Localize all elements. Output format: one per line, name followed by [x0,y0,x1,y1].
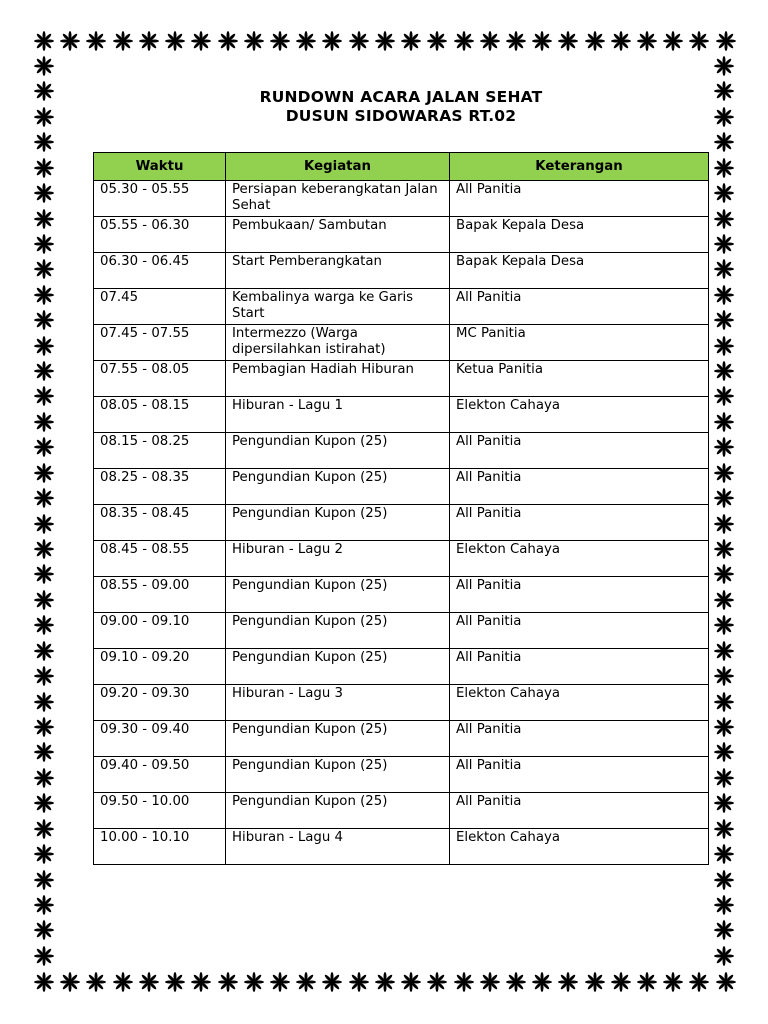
cell-kegiatan: Hiburan - Lagu 1 [226,397,450,433]
cell-waktu: 07.55 - 08.05 [94,361,226,397]
asterisk-ornament-icon [190,971,212,993]
asterisk-ornament-icon [715,30,737,52]
table-row [94,181,709,217]
asterisk-ornament-icon [348,971,370,993]
cell-keterangan: All Panitia [450,433,709,469]
asterisk-ornament-icon [610,30,632,52]
asterisk-ornament-icon [713,182,735,204]
asterisk-ornament-icon [33,284,55,306]
cell-kegiatan: Hiburan - Lagu 2 [226,541,450,577]
cell-waktu: 08.15 - 08.25 [94,433,226,469]
cell-kegiatan: Pengundian Kupon (25) [226,757,450,793]
asterisk-ornament-icon [33,589,55,611]
asterisk-ornament-icon [295,30,317,52]
asterisk-ornament-icon [713,360,735,382]
asterisk-ornament-icon [33,80,55,102]
cell-waktu: 06.30 - 06.45 [94,253,226,289]
asterisk-ornament-icon [713,640,735,662]
asterisk-ornament-icon [636,971,658,993]
table-row [94,721,709,757]
asterisk-ornament-icon [33,614,55,636]
cell-kegiatan: Pengundian Kupon (25) [226,505,450,541]
table-row [94,793,709,829]
table-row [94,397,709,433]
asterisk-ornament-icon [33,462,55,484]
table-row [94,613,709,649]
asterisk-ornament-icon [505,30,527,52]
asterisk-ornament-icon [33,411,55,433]
asterisk-ornament-icon [715,971,737,993]
asterisk-ornament-icon [33,30,55,52]
cell-waktu: 07.45 [94,289,226,325]
page-border-top [33,30,737,52]
asterisk-ornament-icon [662,30,684,52]
header-kegiatan: Kegiatan [226,153,450,181]
asterisk-ornament-icon [243,30,265,52]
asterisk-ornament-icon [713,258,735,280]
asterisk-ornament-icon [33,767,55,789]
cell-keterangan: MC Panitia [450,325,709,361]
asterisk-ornament-icon [33,233,55,255]
asterisk-ornament-icon [713,894,735,916]
cell-kegiatan: Pengundian Kupon (25) [226,433,450,469]
asterisk-ornament-icon [269,971,291,993]
cell-kegiatan: Kembalinya warga ke Garis Start [226,289,450,325]
asterisk-ornament-icon [33,208,55,230]
table-row [94,289,709,325]
asterisk-ornament-icon [164,30,186,52]
asterisk-ornament-icon [400,30,422,52]
cell-waktu: 07.45 - 07.55 [94,325,226,361]
cell-keterangan: All Panitia [450,757,709,793]
cell-waktu: 08.45 - 08.55 [94,541,226,577]
table-row [94,829,709,865]
asterisk-ornament-icon [453,971,475,993]
asterisk-ornament-icon [374,971,396,993]
asterisk-ornament-icon [33,945,55,967]
asterisk-ornament-icon [584,971,606,993]
asterisk-ornament-icon [33,919,55,941]
table-body [94,181,709,865]
cell-keterangan: Elekton Cahaya [450,829,709,865]
asterisk-ornament-icon [713,665,735,687]
asterisk-ornament-icon [138,971,160,993]
cell-waktu: 08.25 - 08.35 [94,469,226,505]
cell-keterangan: Bapak Kepala Desa [450,217,709,253]
asterisk-ornament-icon [164,971,186,993]
asterisk-ornament-icon [713,55,735,77]
asterisk-ornament-icon [713,589,735,611]
asterisk-ornament-icon [33,309,55,331]
asterisk-ornament-icon [713,487,735,509]
asterisk-ornament-icon [269,30,291,52]
table-row [94,217,709,253]
cell-kegiatan: Pembukaan/ Sambutan [226,217,450,253]
title-line-2: DUSUN SIDOWARAS RT.02 [285,107,517,125]
cell-keterangan: All Panitia [450,181,709,217]
cell-kegiatan: Pengundian Kupon (25) [226,613,450,649]
asterisk-ornament-icon [557,971,579,993]
asterisk-ornament-icon [453,30,475,52]
table-row [94,253,709,289]
cell-keterangan: All Panitia [450,613,709,649]
asterisk-ornament-icon [59,971,81,993]
cell-kegiatan: Pengundian Kupon (25) [226,649,450,685]
table-header-row [94,153,709,181]
asterisk-ornament-icon [33,360,55,382]
cell-kegiatan: Intermezzo (Warga dipersilahkan istirahat) [226,325,450,361]
cell-waktu: 09.20 - 09.30 [94,685,226,721]
asterisk-ornament-icon [85,30,107,52]
cell-waktu: 09.40 - 09.50 [94,757,226,793]
asterisk-ornament-icon [426,971,448,993]
asterisk-ornament-icon [217,30,239,52]
asterisk-ornament-icon [688,30,710,52]
table-row [94,577,709,613]
cell-keterangan: All Panitia [450,289,709,325]
asterisk-ornament-icon [636,30,658,52]
asterisk-ornament-icon [348,30,370,52]
asterisk-ornament-icon [610,971,632,993]
table-row [94,361,709,397]
cell-kegiatan: Hiburan - Lagu 4 [226,829,450,865]
asterisk-ornament-icon [713,843,735,865]
cell-waktu: 05.30 - 05.55 [94,181,226,217]
cell-kegiatan: Hiburan - Lagu 3 [226,685,450,721]
asterisk-ornament-icon [713,869,735,891]
asterisk-ornament-icon [557,30,579,52]
asterisk-ornament-icon [33,691,55,713]
cell-keterangan: Ketua Panitia [450,361,709,397]
cell-waktu: 08.35 - 08.45 [94,505,226,541]
asterisk-ornament-icon [33,971,55,993]
asterisk-ornament-icon [713,157,735,179]
asterisk-ornament-icon [713,614,735,636]
table-row [94,433,709,469]
asterisk-ornament-icon [479,30,501,52]
page-border-left [33,55,55,967]
page-border-right [713,55,735,967]
asterisk-ornament-icon [33,487,55,509]
cell-kegiatan: Pengundian Kupon (25) [226,469,450,505]
asterisk-ornament-icon [531,30,553,52]
asterisk-ornament-icon [713,945,735,967]
cell-kegiatan: Pengundian Kupon (25) [226,793,450,829]
cell-waktu: 09.10 - 09.20 [94,649,226,685]
cell-keterangan: Elekton Cahaya [450,397,709,433]
asterisk-ornament-icon [374,30,396,52]
asterisk-ornament-icon [479,971,501,993]
header-keterangan: Keterangan [450,153,709,181]
asterisk-ornament-icon [713,538,735,560]
asterisk-ornament-icon [33,563,55,585]
asterisk-ornament-icon [33,741,55,763]
header-waktu: Waktu [94,153,226,181]
asterisk-ornament-icon [713,309,735,331]
cell-waktu: 09.50 - 10.00 [94,793,226,829]
cell-keterangan: Elekton Cahaya [450,541,709,577]
asterisk-ornament-icon [33,843,55,865]
asterisk-ornament-icon [33,818,55,840]
cell-keterangan: All Panitia [450,649,709,685]
cell-kegiatan: Pembagian Hadiah Hiburan [226,361,450,397]
asterisk-ornament-icon [321,971,343,993]
asterisk-ornament-icon [190,30,212,52]
asterisk-ornament-icon [713,792,735,814]
table-row [94,325,709,361]
asterisk-ornament-icon [33,665,55,687]
asterisk-ornament-icon [713,335,735,357]
asterisk-ornament-icon [85,971,107,993]
asterisk-ornament-icon [33,157,55,179]
asterisk-ornament-icon [584,30,606,52]
asterisk-ornament-icon [217,971,239,993]
asterisk-ornament-icon [713,741,735,763]
asterisk-ornament-icon [713,767,735,789]
cell-keterangan: Elekton Cahaya [450,685,709,721]
cell-kegiatan: Persiapan keberangkatan Jalan Sehat [226,181,450,217]
table-row [94,505,709,541]
asterisk-ornament-icon [33,385,55,407]
table-row [94,757,709,793]
asterisk-ornament-icon [713,691,735,713]
cell-keterangan: All Panitia [450,505,709,541]
asterisk-ornament-icon [662,971,684,993]
asterisk-ornament-icon [321,30,343,52]
asterisk-ornament-icon [400,971,422,993]
table-row [94,541,709,577]
asterisk-ornament-icon [713,919,735,941]
asterisk-ornament-icon [713,411,735,433]
cell-kegiatan: Pengundian Kupon (25) [226,577,450,613]
asterisk-ornament-icon [33,716,55,738]
asterisk-ornament-icon [33,894,55,916]
asterisk-ornament-icon [713,106,735,128]
cell-kegiatan: Pengundian Kupon (25) [226,721,450,757]
document-title [94,88,708,126]
cell-waktu: 08.05 - 08.15 [94,397,226,433]
asterisk-ornament-icon [112,30,134,52]
cell-waktu: 05.55 - 06.30 [94,217,226,253]
asterisk-ornament-icon [33,55,55,77]
cell-keterangan: All Panitia [450,721,709,757]
asterisk-ornament-icon [33,335,55,357]
title-line-1: RUNDOWN ACARA JALAN SEHAT [259,88,543,106]
table-row [94,649,709,685]
asterisk-ornament-icon [505,971,527,993]
asterisk-ornament-icon [33,513,55,535]
asterisk-ornament-icon [713,563,735,585]
asterisk-ornament-icon [138,30,160,52]
asterisk-ornament-icon [33,436,55,458]
asterisk-ornament-icon [713,462,735,484]
asterisk-ornament-icon [33,106,55,128]
asterisk-ornament-icon [688,971,710,993]
cell-keterangan: All Panitia [450,793,709,829]
asterisk-ornament-icon [33,869,55,891]
asterisk-ornament-icon [426,30,448,52]
cell-waktu: 08.55 - 09.00 [94,577,226,613]
asterisk-ornament-icon [295,971,317,993]
page-border-bottom [33,971,737,993]
asterisk-ornament-icon [531,971,553,993]
asterisk-ornament-icon [33,258,55,280]
asterisk-ornament-icon [713,131,735,153]
asterisk-ornament-icon [243,971,265,993]
cell-keterangan: All Panitia [450,469,709,505]
asterisk-ornament-icon [33,640,55,662]
asterisk-ornament-icon [33,182,55,204]
asterisk-ornament-icon [713,436,735,458]
cell-keterangan: All Panitia [450,577,709,613]
asterisk-ornament-icon [713,80,735,102]
cell-keterangan: Bapak Kepala Desa [450,253,709,289]
rundown-table [93,152,709,865]
asterisk-ornament-icon [713,284,735,306]
cell-kegiatan: Start Pemberangkatan [226,253,450,289]
asterisk-ornament-icon [713,208,735,230]
asterisk-ornament-icon [713,385,735,407]
asterisk-ornament-icon [33,131,55,153]
asterisk-ornament-icon [713,513,735,535]
asterisk-ornament-icon [33,792,55,814]
table-row [94,685,709,721]
asterisk-ornament-icon [713,818,735,840]
asterisk-ornament-icon [112,971,134,993]
asterisk-ornament-icon [59,30,81,52]
asterisk-ornament-icon [713,716,735,738]
cell-waktu: 09.30 - 09.40 [94,721,226,757]
asterisk-ornament-icon [33,538,55,560]
asterisk-ornament-icon [713,233,735,255]
cell-waktu: 09.00 - 09.10 [94,613,226,649]
cell-waktu: 10.00 - 10.10 [94,829,226,865]
table-row [94,469,709,505]
